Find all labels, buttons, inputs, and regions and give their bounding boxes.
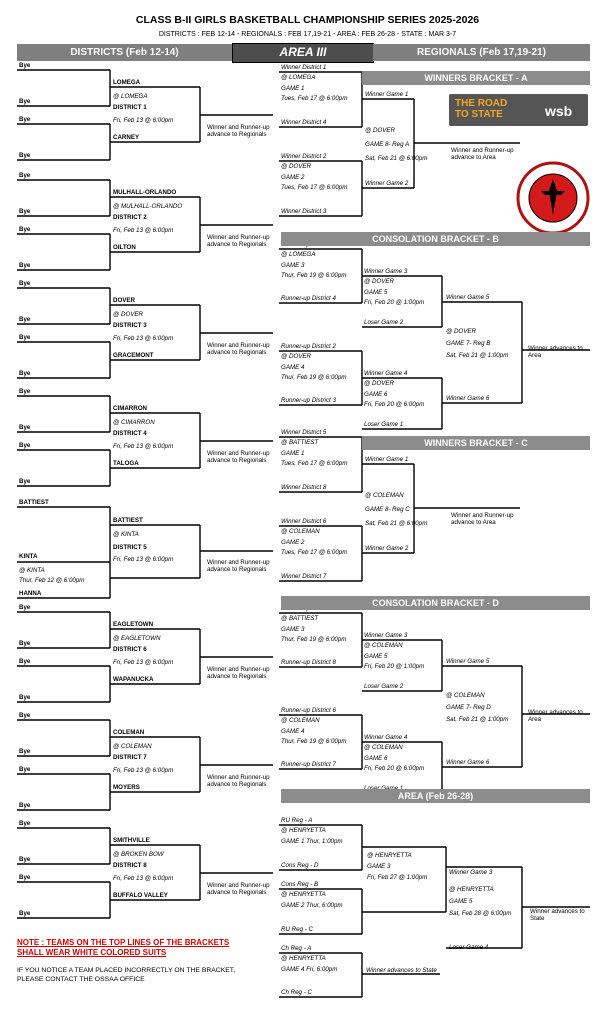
- game-detail: GAME 6: [364, 754, 388, 762]
- game-detail: GAME 2 Thur, 6:00pm: [281, 901, 343, 909]
- winner-label: Winner Game 6: [446, 395, 490, 402]
- game-detail: @ DOVER: [364, 278, 395, 285]
- district-bottom-team: MOYERS: [113, 784, 140, 791]
- advance-note: Winner advances to State: [366, 967, 437, 974]
- game-top-label: Winner District 1: [281, 64, 327, 71]
- game-top-label: Winner Game 4: [364, 734, 408, 741]
- district-date: Thur, Feb 12 @ 6:00pm: [19, 577, 85, 584]
- district-bottom-team: CARNEY: [113, 134, 140, 141]
- bye-label: Bye: [19, 116, 31, 123]
- game-bottom-label: Loser Game 1: [364, 421, 404, 428]
- game-detail: Tues, Feb 17 @ 6:00pm: [281, 460, 348, 467]
- consolation-d-band: CONSOLATION BRACKET - D: [281, 596, 590, 610]
- game-detail: @ LOMEGA: [281, 251, 316, 258]
- final-detail: @ HENRYETTA: [449, 886, 494, 893]
- final-detail: Sat, Feb 21 @ 1:00pm: [446, 352, 509, 359]
- game-bottom-label: Winner District 7: [281, 573, 327, 580]
- game-top-label: Cons Reg - B: [281, 881, 319, 888]
- game-bottom-label: Winner District 3: [281, 208, 327, 215]
- jersey-color-note: NOTE : TEAMS ON THE TOP LINES OF THE BRACKETS SHALL WEAR WHITE COLORED SUITS: [17, 938, 230, 957]
- contact-note: IF YOU NOTICE A TEAM PLACED INCORRECTLY ON THE BRACKET, PLEASE CONTACT THE OSSAA OFFICE: [17, 967, 236, 983]
- winner-label: Loser Game 4: [449, 944, 489, 951]
- game-detail: Tues, Feb 17 @ 6:00pm: [281, 184, 348, 191]
- bye-label: Bye: [19, 856, 31, 863]
- game-bottom-label: Winner District 8: [281, 484, 327, 491]
- logo-text: THE ROAD TO STATE: [455, 98, 508, 120]
- district-bottom-team: BUFFALO VALLEY: [113, 892, 168, 899]
- district-site: @ CIMARRON: [113, 419, 155, 426]
- advance-note: Winner and Runner-up advance to Regionals: [207, 666, 270, 680]
- game-detail: Fri, Feb 20 @ 6:00pm: [364, 765, 425, 772]
- game-detail: GAME 3: [281, 625, 305, 633]
- final-detail: @ DOVER: [446, 328, 477, 335]
- game-top-label: Winner District 5: [281, 429, 327, 436]
- game-detail: @ DOVER: [281, 163, 312, 170]
- final-detail: @ COLEMAN: [446, 692, 485, 699]
- final-detail: Sat, Feb 21 @ 6:00pm: [365, 520, 428, 527]
- district-top-team: DOVER: [113, 297, 136, 304]
- district-site: @ EAGLETOWN: [113, 635, 161, 642]
- game-top-label: Winner Game 3: [364, 632, 408, 639]
- district-top-team: COLEMAN: [113, 729, 145, 736]
- district-name: DISTRICT 7: [113, 754, 147, 761]
- bye-label: Bye: [19, 208, 31, 215]
- advance-note: Winner and Runner-up advance to Area: [451, 512, 514, 526]
- district-name: DISTRICT 8: [113, 862, 147, 869]
- district-top-team: BATTIEST: [19, 499, 49, 506]
- final-detail: GAME 7- Reg D: [446, 704, 491, 711]
- game-detail: Fri, Feb 20 @ 6:00pm: [364, 401, 425, 408]
- game-detail: GAME 1: [281, 84, 305, 92]
- game-detail: GAME 2: [281, 173, 305, 181]
- bye-label: Bye: [19, 694, 31, 701]
- bye-label: Bye: [19, 62, 31, 69]
- game-detail: @ HENRYETTA: [281, 955, 326, 962]
- game-detail: GAME 1: [281, 449, 305, 457]
- game-detail: GAME 2: [281, 538, 305, 546]
- bye-label: Bye: [19, 98, 31, 105]
- district-name: DISTRICT 5: [113, 544, 147, 551]
- game-top-label: Runner-up District 2: [281, 343, 336, 350]
- final-detail: GAME 3: [367, 863, 391, 870]
- district-date: Fri, Feb 13 @ 6:00pm: [113, 659, 174, 666]
- game-detail: GAME 6: [364, 390, 388, 398]
- game-detail: GAME 4 Fri, 6:00pm: [281, 965, 338, 973]
- game-detail: @ COLEMAN: [364, 642, 403, 649]
- bye-label: Bye: [19, 334, 31, 341]
- game-bottom-label: Runner-up District 3: [281, 397, 336, 404]
- game-detail: Fri, Feb 20 @ 1:00pm: [364, 663, 425, 670]
- bye-label: Bye: [19, 442, 31, 449]
- bye-label: Bye: [19, 802, 31, 809]
- districts-header: DISTRICTS (Feb 12-14): [17, 44, 232, 61]
- bye-label: Bye: [19, 820, 31, 827]
- game-detail: GAME 5: [364, 652, 388, 660]
- winner-label: Winner Game 2: [365, 545, 409, 552]
- district-date: Fri, Feb 13 @ 6:00pm: [113, 117, 174, 124]
- bye-label: Bye: [19, 152, 31, 159]
- district-date: Fri, Feb 13 @ 6:00pm: [113, 227, 174, 234]
- game-top-label: Ch Reg - A: [281, 945, 312, 952]
- advance-note: Winner advances to Area: [528, 345, 583, 359]
- game-bottom-label: Runner-up District 7: [281, 761, 336, 768]
- district-name: DISTRICT 1: [113, 104, 147, 111]
- district-top-team: BATTIEST: [113, 517, 143, 524]
- district-site: @ KINTA: [19, 567, 45, 574]
- advance-note: Winner and Runner-up advance to Regionals: [207, 774, 270, 788]
- district-bottom-team: TALOGA: [113, 460, 139, 467]
- advance-note: Winner and Runner-up advance to Regionals: [207, 124, 270, 138]
- district-site: @ KINTA: [113, 531, 139, 538]
- game-detail: @ HENRYETTA: [281, 827, 326, 834]
- advance-note: Winner and Runner-up advance to Area: [451, 147, 514, 161]
- game-detail: @ BATTIEST: [281, 439, 319, 446]
- final-detail: @ DOVER: [365, 127, 396, 134]
- game-detail: @ HENRYETTA: [281, 891, 326, 898]
- winner-label: Winner Game 1: [365, 456, 409, 463]
- district-site: @ DOVER: [113, 311, 144, 318]
- game-detail: GAME 3: [281, 261, 305, 269]
- bye-label: Bye: [19, 748, 31, 755]
- bye-label: Bye: [19, 424, 31, 431]
- game-bottom-label: Runner-up District 8: [281, 659, 336, 666]
- district-site: @ COLEMAN: [113, 743, 152, 750]
- road-to-state-logo: [449, 94, 588, 126]
- advance-note: Winner and Runner-up advance to Regionals: [207, 342, 270, 356]
- game-top-label: RU Reg - A: [281, 817, 313, 824]
- winners-c-band: WINNERS BRACKET - C: [362, 436, 590, 450]
- district-top-team: LOMEGA: [113, 79, 141, 86]
- game-top-label: Runner-up District 6: [281, 707, 336, 714]
- game-detail: @ DOVER: [281, 353, 312, 360]
- game-top-label: Winner Game 3: [364, 268, 408, 275]
- game-bottom-label: Loser Game 2: [364, 319, 404, 326]
- district-date: Fri, Feb 13 @ 6:00pm: [113, 443, 174, 450]
- game-bottom-label: Runner-up District 4: [281, 295, 336, 302]
- game-detail: GAME 1 Thur, 1:00pm: [281, 837, 343, 845]
- final-detail: @ COLEMAN: [365, 492, 404, 499]
- district-date: Fri, Feb 13 @ 6:00pm: [113, 335, 174, 342]
- regionals-header: REGIONALS (Feb 17,19-21): [373, 44, 590, 61]
- game-detail: GAME 4: [281, 363, 305, 371]
- winner-label: Winner Game 3: [449, 869, 493, 876]
- bye-label: Bye: [19, 640, 31, 647]
- area-band: AREA (Feb 26-28): [281, 789, 590, 803]
- area-header: AREA III: [232, 43, 374, 63]
- game-top-label: Winner District 6: [281, 518, 327, 525]
- district-top-team: CIMARRON: [113, 405, 148, 412]
- bye-label: Bye: [19, 604, 31, 611]
- game-detail: Thur, Feb 19 @ 6:00pm: [281, 272, 347, 279]
- bye-label: Bye: [19, 766, 31, 773]
- district-name: DISTRICT 3: [113, 322, 147, 329]
- district-top-team: EAGLETOWN: [113, 621, 154, 628]
- bye-label: Bye: [19, 478, 31, 485]
- game-bottom-label: Cons Reg - D: [281, 862, 319, 869]
- page-subtitle: DISTRICTS : FEB 12-14 - REGIONALS : FEB 17,19-21 - AREA : FEB 26-28 - STATE : MAR 3-7: [158, 31, 457, 38]
- game-detail: @ COLEMAN: [281, 528, 320, 535]
- game-detail: @ DOVER: [364, 380, 395, 387]
- district-bottom-team: HANNA: [19, 590, 42, 597]
- district-bottom-team: WAPANUCKA: [113, 676, 154, 683]
- winners-a-band: WINNERS BRACKET - A: [362, 71, 590, 85]
- winner-label: Winner Game 5: [446, 658, 490, 665]
- final-detail: Sat, Feb 21 @ 1:00pm: [446, 716, 509, 723]
- bye-label: Bye: [19, 712, 31, 719]
- game-top-label: Winner Game 4: [364, 370, 408, 377]
- game-detail: @ BATTIEST: [281, 615, 319, 622]
- advance-note: Winner advances to State: [530, 908, 585, 922]
- game-bottom-label: Winner District 4: [281, 119, 327, 126]
- bye-label: Bye: [19, 172, 31, 179]
- district-name: DISTRICT 2: [113, 214, 147, 221]
- district-bottom-team: GRACEMONT: [113, 352, 154, 359]
- winner-label: Winner Game 2: [365, 180, 409, 187]
- game-bottom-label: RU Reg - C: [281, 926, 313, 933]
- final-detail: Sat, Feb 21 @ 6:00pm: [365, 155, 428, 162]
- game-detail: GAME 4: [281, 727, 305, 735]
- district-date: Fri, Feb 13 @ 6:00pm: [113, 767, 174, 774]
- advance-note: Winner and Runner-up advance to Regionals: [207, 882, 270, 896]
- advance-note: Winner and Runner-up advance to Regionals: [207, 450, 270, 464]
- bye-label: Bye: [19, 262, 31, 269]
- advance-note: Winner advances to Area: [528, 709, 583, 723]
- page-title: CLASS B-II GIRLS BASKETBALL CHAMPIONSHIP SERIES 2025-2026: [135, 14, 480, 26]
- game-detail: Tues, Feb 17 @ 6:00pm: [281, 549, 348, 556]
- game-detail: Thur, Feb 19 @ 6:00pm: [281, 374, 347, 381]
- bye-label: Bye: [19, 226, 31, 233]
- winner-label: Winner Game 1: [365, 91, 409, 98]
- bye-label: Bye: [19, 280, 31, 287]
- final-detail: Fri, Feb 27 @ 1:00pm: [367, 874, 428, 881]
- district-date: Fri, Feb 13 @ 6:00pm: [113, 875, 174, 882]
- bye-label: Bye: [19, 910, 31, 917]
- advance-note: Winner and Runner-up advance to Regionals: [207, 234, 270, 248]
- bye-label: Bye: [19, 658, 31, 665]
- bye-label: Bye: [19, 316, 31, 323]
- bye-label: Bye: [19, 388, 31, 395]
- game-detail: Tues, Feb 17 @ 6:00pm: [281, 95, 348, 102]
- bye-label: Bye: [19, 874, 31, 881]
- district-top-team: SMITHVILLE: [113, 837, 150, 844]
- final-detail: GAME 5: [449, 898, 473, 905]
- wsb-logo-text: wsb: [545, 103, 573, 119]
- final-detail: GAME 7- Reg B: [446, 340, 491, 347]
- final-detail: Sat, Feb 28 @ 6:00pm: [449, 910, 512, 917]
- ossaa-seal-icon: [516, 161, 590, 235]
- game-detail: Thur, Feb 19 @ 6:00pm: [281, 738, 347, 745]
- district-top-team: MULHALL-ORLANDO: [113, 189, 177, 196]
- bye-label: Bye: [19, 370, 31, 377]
- advance-note: Winner and Runner-up advance to Regionals: [207, 559, 270, 573]
- final-detail: @ HENRYETTA: [367, 852, 412, 859]
- game-bottom-label: Ch Reg - C: [281, 989, 312, 996]
- game-detail: Thur, Feb 19 @ 6:00pm: [281, 636, 347, 643]
- game-bottom-label: Loser Game 2: [364, 683, 404, 690]
- district-site: @ BROKEN BOW: [113, 851, 164, 858]
- district-bottom-team: OILTON: [113, 244, 136, 251]
- game-top-label: Winner District 2: [281, 153, 327, 160]
- game-detail: @ COLEMAN: [364, 744, 403, 751]
- game-detail: @ LOMEGA: [281, 74, 316, 81]
- consolation-b-band: CONSOLATION BRACKET - B: [281, 232, 590, 246]
- final-detail: GAME 8- Reg A: [365, 141, 410, 148]
- district-bottom-team: KINTA: [19, 553, 38, 560]
- game-detail: GAME 5: [364, 288, 388, 296]
- district-name: DISTRICT 6: [113, 646, 147, 653]
- district-name: DISTRICT 4: [113, 430, 147, 437]
- winner-label: Winner Game 6: [446, 759, 490, 766]
- district-site: @ LOMEGA: [113, 93, 148, 100]
- winner-label: Winner Game 5: [446, 294, 490, 301]
- game-detail: @ COLEMAN: [281, 717, 320, 724]
- final-detail: GAME 8- Reg C: [365, 506, 410, 513]
- game-detail: Fri, Feb 20 @ 1:00pm: [364, 299, 425, 306]
- district-site: @ MULHALL-ORLANDO: [113, 203, 183, 210]
- district-date: Fri, Feb 13 @ 6:00pm: [113, 556, 174, 563]
